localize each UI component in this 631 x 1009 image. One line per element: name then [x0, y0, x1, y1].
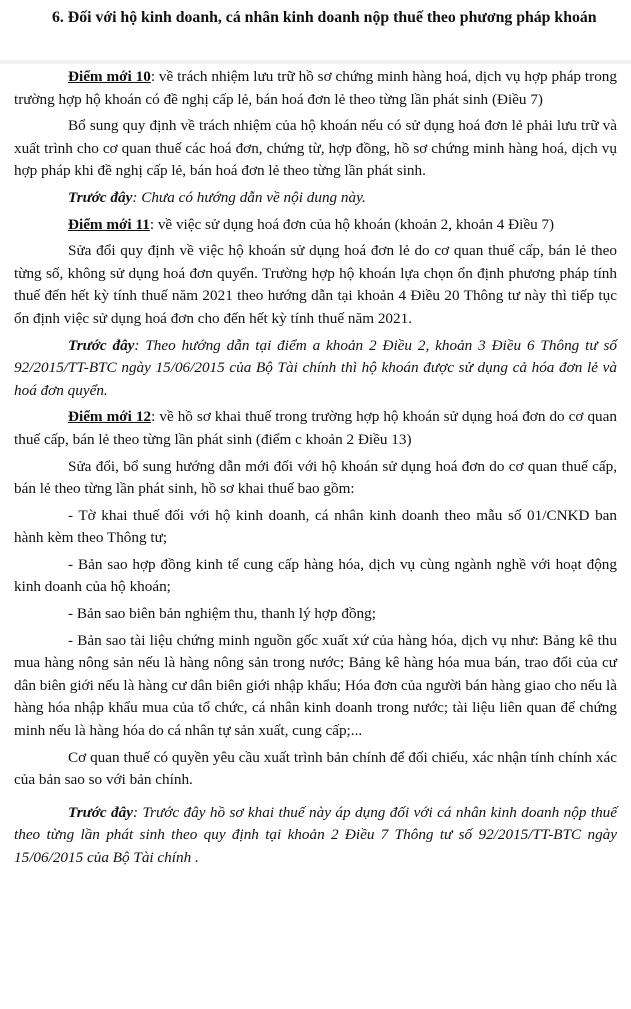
point-12-body: Sửa đổi, bổ sung hướng dẫn mới đối với hộ khoán sử dụng hoá đơn do cơ quan thuế cấp, bán lẻ theo từng lần phát sinh, hồ sơ khai thuế bao gồm:: [14, 457, 617, 498]
point-11-label: Điểm mới 11: [68, 215, 150, 233]
point-12-item: - Tờ khai thuế đối với hộ kinh doanh, cá nhân kinh doanh theo mẫu số 01/CNKD ban hành kèm theo Thông tư;: [14, 506, 617, 547]
point-12-before: [14, 802, 617, 870]
point-12-note: Cơ quan thuế có quyền yêu cầu xuất trình bản chính để đối chiếu, xác nhận tính chính xác của bản sao so với bản chính.: [14, 748, 617, 789]
point-12-title: : về hồ sơ khai thuế trong trường hợp hộ khoán sử dụng hoá đơn do cơ quan thuế cấp, bán lẻ theo từng lần phát sinh (điểm c khoản 2 Điều 13): [14, 408, 617, 448]
point-10-heading: [14, 66, 617, 111]
point-12-heading: [14, 406, 617, 451]
section-heading: 6. Đối với hộ kinh doanh, cá nhân kinh doanh nộp thuế theo phương pháp khoán: [52, 9, 597, 26]
point-12-item: - Bản sao biên bản nghiệm thu, thanh lý hợp đồng;: [68, 605, 376, 623]
point-11-body: Sửa đổi quy định về việc hộ khoán sử dụng hoá đơn lẻ do cơ quan thuế cấp, bán lẻ theo từng số, không sử dụng hoá đơn quyển. Trường hợp hộ khoán lựa chọn ổn định phương pháp tính thuế đến hết kỳ tính thuế năm 2021 theo hướng dẫn tại khoản 4 Điều 20 Thông tư này thì tiếp tục ổn định việc sử dụng hoá đơn cho đến hết kỳ tính thuế năm 2021.: [14, 242, 617, 327]
point-11-before-text: : Theo hướng dẫn tại điểm a khoản 2 Điều 2, khoản 3 Điều 6 Thông tư số 92/2015/TT-BTC ngày 15/06/2015 của Bộ Tài chính thì hộ khoán được sử dụng cả hóa đơn lẻ và hoá đơn quyển.: [14, 336, 618, 399]
point-10-title: : về trách nhiệm lưu trữ hồ sơ chứng minh hàng hoá, dịch vụ hợp pháp trong trường hợp hộ khoán có đề nghị cấp lẻ, bán hoá đơn lẻ theo từng lần phát sinh (Điều 7): [14, 68, 617, 108]
point-10-label: Điểm mới 10: [68, 68, 151, 85]
point-10-before-text: : Chưa có hướng dẫn về nội dung này.: [132, 188, 366, 206]
section-divider: [0, 60, 631, 64]
point-12-item: - Bản sao hợp đồng kinh tế cung cấp hàng hóa, dịch vụ cùng ngành nghề với hoạt động kinh doanh của hộ khoán;: [14, 555, 617, 596]
point-11-heading: [14, 214, 617, 237]
point-12-label: Điểm mới 12: [68, 408, 152, 426]
point-10-before: [14, 187, 617, 210]
point-10-body: Bổ sung quy định về trách nhiệm của hộ khoán nếu có sử dụng hoá đơn lẻ phải lưu trữ và xuất trình cho cơ quan thuế các hoá đơn, chứng từ, hợp đồng, hồ sơ chứng minh hàng hoá, dịch vụ hợp pháp khi đề nghị cấp lẻ, bán hoá đơn lẻ theo từng lần phát sinh.: [14, 117, 617, 180]
document-body: [0, 66, 631, 870]
point-11-title: : về việc sử dụng hoá đơn của hộ khoán (khoản 2, khoản 4 Điều 7): [149, 215, 555, 233]
point-12-before-label: Trước đây: [68, 803, 133, 821]
point-11-before-label: Trước đây: [68, 336, 135, 354]
point-12-item: - Bản sao tài liệu chứng minh nguồn gốc xuất xứ của hàng hóa, dịch vụ như: Bảng kê thu mua hàng nông sản nếu là hàng nông sản trong nước; Bảng kê hàng hóa mua bán, trao đổi của cư dân biên giới nếu là hàng cư dân biên giới nhập khẩu; Hóa đơn của người bán hàng giao cho nếu là hàng hóa nhập khẩu mua của tổ chức, cá nhân kinh doanh trong nước; tài liệu liên quan để chứng minh nếu là hàng hóa do cá nhân tự sản xuất, cung cấp;...: [14, 631, 617, 740]
point-11-before: [14, 335, 617, 403]
point-10-before-label: Trước đây: [68, 188, 133, 206]
point-12-before-text: : Trước đây hồ sơ khai thuế này áp dụng đối với cá nhân kinh doanh nộp thuế theo từng lần phát sinh theo quy định tại khoản 2 Điều 7 Thông tư số 92/2015/TT-BTC ngày 15/06/2015 của Bộ Tài chính .: [14, 803, 617, 866]
